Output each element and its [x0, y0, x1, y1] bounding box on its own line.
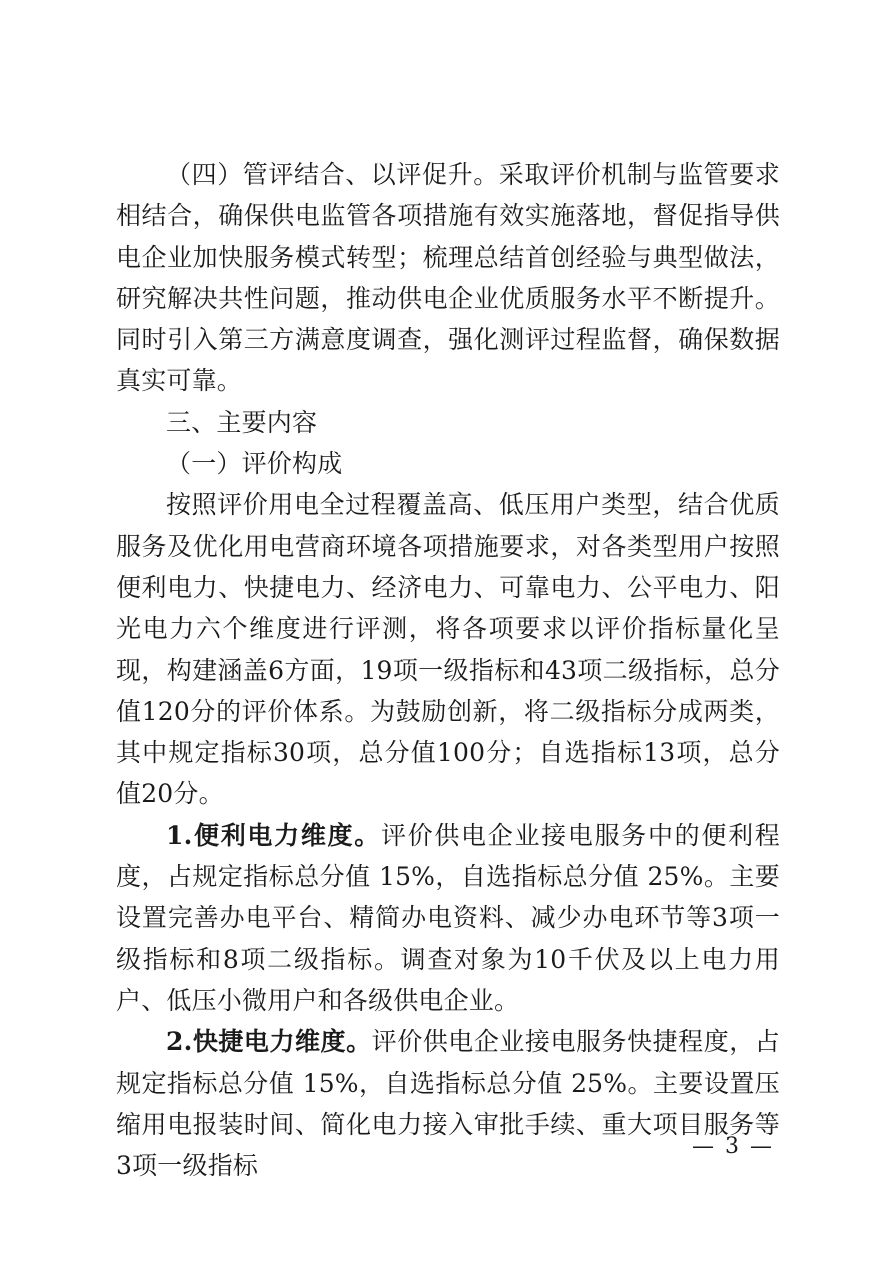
subsection-heading-evaluation-composition: （一）评价构成 [166, 449, 343, 479]
paragraph-oversight-evaluation: （四）管评结合、以评促升。采取评价机制与监管要求相结合，确保供电监管各项措施有效实施落地，督促指导供电企业加快服务模式转型；梳理总结首创经验与典型做法，研究解决共性问题，推动供电企业优质服务水平不断提升。同时引入第三方满意度调查，强化测评过程监督，确保数据真实可靠。 [116, 160, 780, 396]
document-body [116, 154, 780, 1186]
section-heading-main-content: 三、主要内容 [166, 407, 318, 437]
fast-power-title: 2.快捷电力维度。 [166, 1027, 372, 1057]
convenient-power-title: 1.便利电力维度。 [166, 820, 381, 850]
fast-power-text: 评价供电企业接电服务快捷程度，占规定指标总分值 15%，自选指标总分值 25%。主要设置压缩用电报装时间、简化电力接入审批手续、重大项目服务等3项一级指标 [116, 1027, 781, 1181]
page-number: — 3 — [692, 1134, 774, 1159]
paragraph-convenient-power [116, 815, 780, 1021]
paragraph-evaluation-composition: 按照评价用电全过程覆盖高、低压用户类型，结合优质服务及优化用电营商环境各项措施要求，对各类型用户按照便利电力、快捷电力、经济电力、可靠电力、公平电力、阳光电力六个维度进行评测，将各项要求以评价指标量化呈现，构建涵盖6方面，19项一级指标和43项二级指标，总分值120分的评价体系。为鼓励创新，将二级指标分成两类，其中规定指标30项，总分值100分；自选指标13项，总分值20分。 [116, 490, 780, 809]
convenient-power-text: 评价供电企业接电服务中的便利程度，占规定指标总分值 15%，自选指标总分值 25%。主要设置完善办电平台、精简办电资料、减少办电环节等3项一级指标和8项二级指标。调查对象为10千伏及以上电力用户、低压小微用户和各级供电企业。 [116, 820, 780, 1015]
paragraph-fast-power [116, 1021, 780, 1186]
